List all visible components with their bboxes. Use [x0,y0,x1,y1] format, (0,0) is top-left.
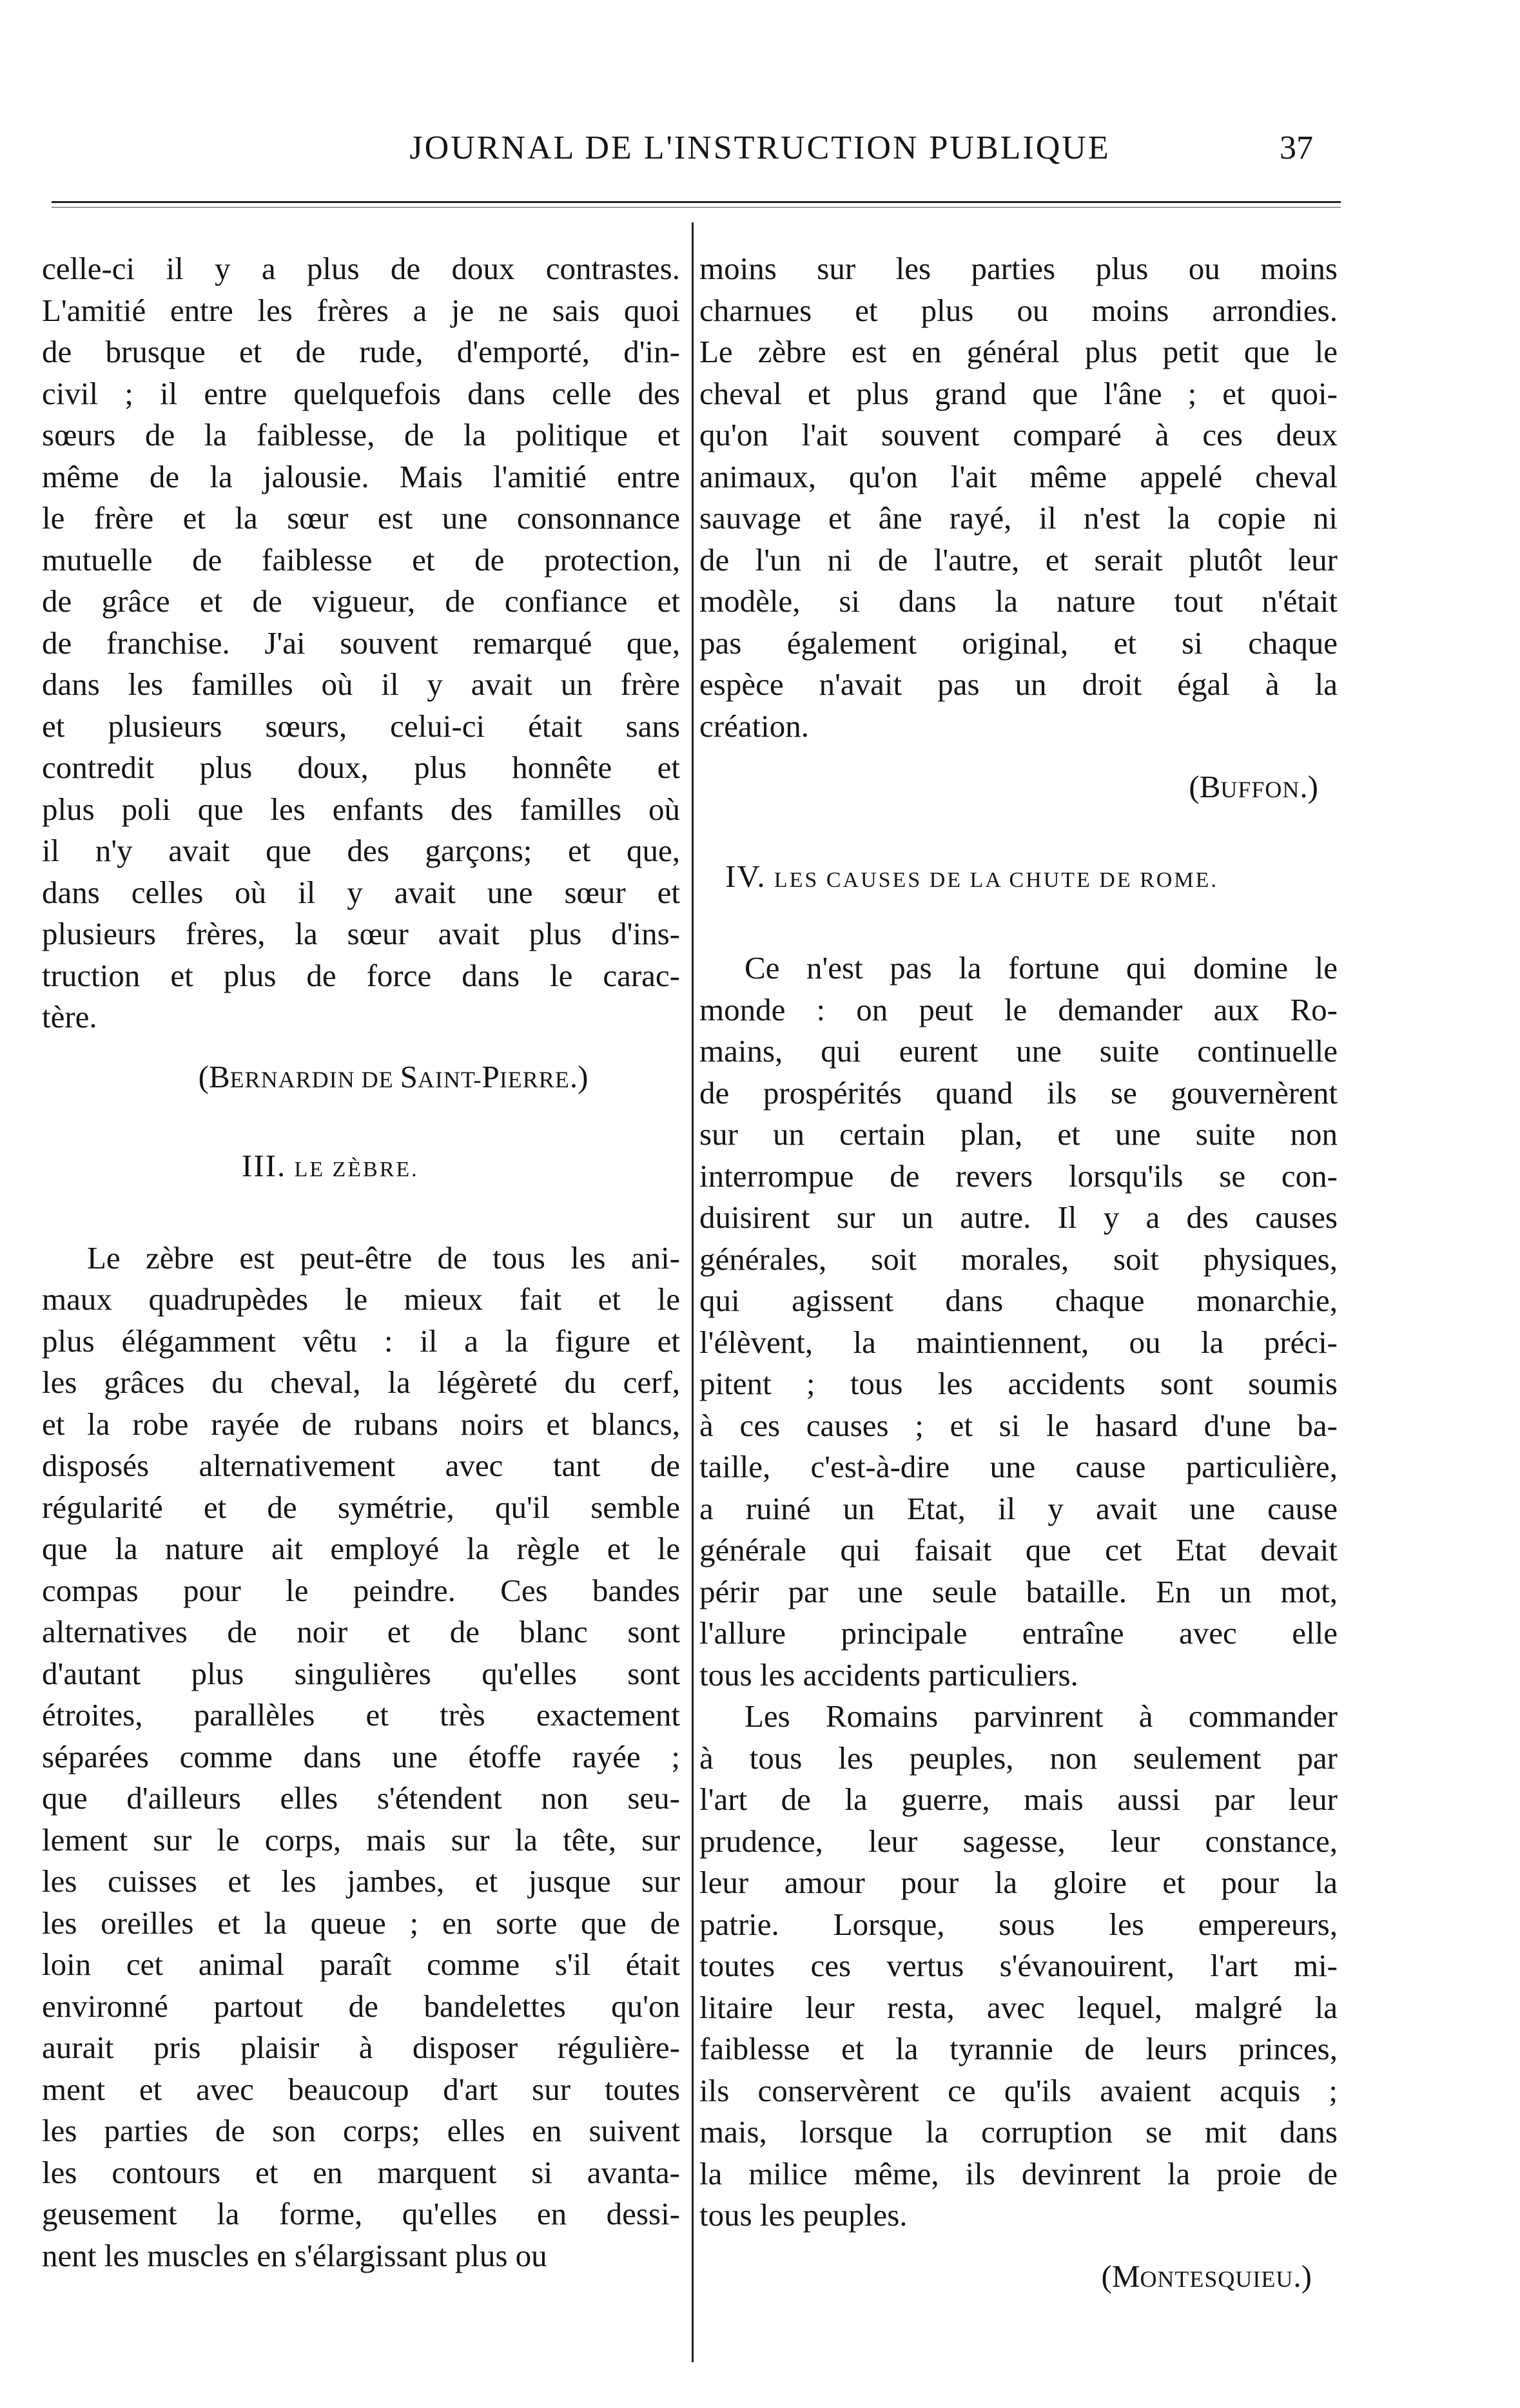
text-line: civil ; il entre quelquefois dans celle des [42,375,680,411]
text-line: mais, lorsque la corruption se mit dans [699,2114,1338,2150]
text-line: ils conservèrent ce qu'ils avaient acquis ; [699,2072,1338,2108]
text-line: l'élèvent, la maintiennent, ou la préci- [699,1324,1338,1360]
text-line: espèce n'avait pas un droit égal à la [699,666,1338,702]
text-line: pas également original, et si chaque [699,625,1338,661]
text-line: générales, soit morales, soit physiques, [699,1241,1338,1277]
text-line: et plusieurs sœurs, celui-ci était sans [42,708,680,744]
text-line: disposés alternativement avec tant de [42,1448,680,1483]
text-line: contredit plus doux, plus honnête et [42,750,680,785]
text-line: leur amour pour la gloire et pour la [699,1865,1338,1900]
text-line: compas pour le peindre. Ces bandes [42,1572,680,1608]
text-line: duisirent sur un autre. Il y a des causes [699,1199,1338,1235]
text-line: patrie. Lorsque, sous les empereurs, [699,1906,1338,1942]
text-line: dans les familles où il y avait un frère [42,666,680,702]
text-line: de brusque et de rude, d'emporté, d'in- [42,334,680,369]
text-line: il n'y avait que des garçons; et que, [42,833,680,868]
text-line: modèle, si dans la nature tout n'était [699,583,1338,619]
text-line: à ces causes ; et si le hasard d'une ba- [699,1407,1338,1443]
text-line: de franchise. J'ai souvent remarqué que, [42,625,680,661]
text-line: générale qui faisait que cet Etat devait [699,1532,1338,1568]
text-line: a ruiné un Etat, il y avait une cause [699,1490,1338,1526]
text-line: nent les muscles en s'élargissant plus ou [42,2237,547,2273]
text-line: mains, qui eurent une suite continuelle [699,1033,1338,1069]
text-line: les parties de son corps; elles en suivent [42,2113,680,2148]
text-line: mutuelle de faiblesse et de protection, [42,541,680,578]
text-line: monde : on peut le demander aux Ro- [699,991,1338,1027]
column-divider [692,222,694,2362]
text-line: prudence, leur sagesse, leur constance, [699,1823,1338,1859]
text-line: moins sur les parties plus ou moins [699,251,1338,286]
attribution-montesquieu: (MONTESQUIEU.) [1101,2258,1312,2294]
text-line: d'autant plus singulières qu'elles sont [42,1655,680,1691]
text-line: Les Romains parvinrent à commander [745,1698,1338,1734]
attribution-bernardin: (BERNARDIN DE SAINT-PIERRE.) [198,1058,589,1094]
text-line: animaux, qu'on l'ait même appelé cheval [699,458,1338,494]
text-line: les oreilles et la queue ; en sorte que de [42,1905,680,1941]
right-column [699,248,1338,2300]
text-line: toutes ces vertus s'évanouirent, l'art mi- [699,1948,1338,1983]
section-heading-zebre: III. LE ZÈBRE. [242,1148,419,1183]
text-line: L'amitié entre les frères a je ne sais quoi [42,292,680,328]
text-line: que d'ailleurs elles s'étendent non seu- [42,1780,680,1816]
text-line: le frère et la sœur est une consonnance [42,500,680,536]
text-line: sœurs de la faiblesse, de la politique et [42,417,680,452]
text-line: création. [699,708,810,744]
text-line: périr par une seule bataille. En un mot, [699,1573,1338,1609]
text-line: à tous les peuples, non seulement par [699,1740,1338,1776]
text-line: taille, c'est-à-dire une cause particulière, [699,1449,1338,1484]
text-line: sur un certain plan, et une suite non [699,1116,1338,1152]
right-paragraph-1 [699,248,1338,747]
text-line: geusement la forme, qu'elles en dessi- [42,2196,680,2231]
text-line: les contours et en marquent si avanta- [42,2154,680,2190]
text-line: ment et avec beaucoup d'art sur toutes [42,2071,680,2107]
text-line: et la robe rayée de rubans noirs et blancs, [42,1406,680,1442]
section-heading-rome: IV. LES CAUSES DE LA CHUTE DE ROME. [725,858,1218,894]
text-line: truction et plus de force dans le carac- [42,957,680,993]
text-line: Ce n'est pas la fortune qui domine le [745,950,1338,986]
text-line: tère. [42,999,97,1034]
text-line: l'allure principale entraîne avec elle [699,1615,1338,1651]
text-line: dans celles où il y avait une sœur et [42,874,680,910]
text-line: litaire leur resta, avec lequel, malgré la [699,1989,1338,2025]
text-line: Le zèbre est peut-être de tous les ani- [87,1239,680,1276]
text-line: la milice même, ils devinrent la proie de [699,2155,1338,2191]
text-line: que la nature ait employé la règle et le [42,1531,680,1566]
text-line: séparées comme dans une étoffe rayée ; [42,1738,680,1774]
text-line: de grâce et de vigueur, de confiance et [42,583,680,619]
right-paragraph-3 [699,1696,1338,2237]
text-line: tous les accidents particuliers. [699,1656,1078,1693]
text-line: cheval et plus grand que l'âne ; et quoi- [699,375,1338,411]
text-line: même de la jalousie. Mais l'amitié entre [42,458,680,494]
header-rule [52,201,1341,208]
page-number: 37 [1280,130,1313,166]
text-line: charnues et plus ou moins arrondies. [699,292,1338,328]
left-paragraph-2 [42,1238,680,2277]
text-line: tous les peuples. [699,2197,908,2233]
text-line: pitent ; tous les accidents sont soumis [699,1366,1338,1401]
text-line: sauvage et âne rayé, il n'est la copie ni [699,500,1338,536]
text-line: qu'on l'ait souvent comparé à ces deux [699,417,1338,452]
text-line: Le zèbre est en général plus petit que le [699,334,1338,369]
text-line: faiblesse et la tyrannie de leurs princes, [699,2031,1338,2066]
text-line: plus élégamment vêtu : il a la figure et [42,1323,680,1359]
text-line: régularité et de symétrie, qu'il semble [42,1489,680,1525]
right-paragraph-2 [699,947,1338,1696]
left-column [42,248,680,2277]
text-line: de l'un ni de l'autre, et serait plutôt leur [699,541,1338,578]
text-line: environné partout de bandelettes qu'on [42,1988,680,2024]
text-line: plus poli que les enfants des familles où [42,791,680,827]
attribution-buffon: (BUFFON.) [1189,769,1318,804]
text-line: les cuisses et les jambes, et jusque sur [42,1863,680,1899]
text-line: plusieurs frères, la sœur avait plus d'ins- [42,916,680,951]
left-paragraph-1 [42,248,680,1038]
text-line: de prospérités quand ils se gouvernèrent [699,1074,1338,1111]
text-line: aurait pris plaisir à disposer régulière- [42,2030,680,2065]
journal-title: JOURNAL DE L'INSTRUCTION PUBLIQUE [409,130,1111,166]
text-line: celle-ci il y a plus de doux contrastes. [42,251,680,286]
text-line: qui agissent dans chaque monarchie, [699,1283,1338,1318]
text-line: alternatives de noir et de blanc sont [42,1614,680,1649]
text-line: interrompue de revers lorsqu'ils se con- [699,1158,1338,1194]
text-line: étroites, parallèles et très exactement [42,1697,680,1733]
text-line: loin cet animal paraît comme s'il était [42,1947,680,1982]
text-line: l'art de la guerre, mais aussi par leur [699,1782,1338,1817]
text-line: lement sur le corps, mais sur la tête, sur [42,1821,680,1858]
text-line: les grâces du cheval, la légèreté du cerf, [42,1364,680,1400]
text-line: maux quadrupèdes le mieux fait et le [42,1281,680,1317]
